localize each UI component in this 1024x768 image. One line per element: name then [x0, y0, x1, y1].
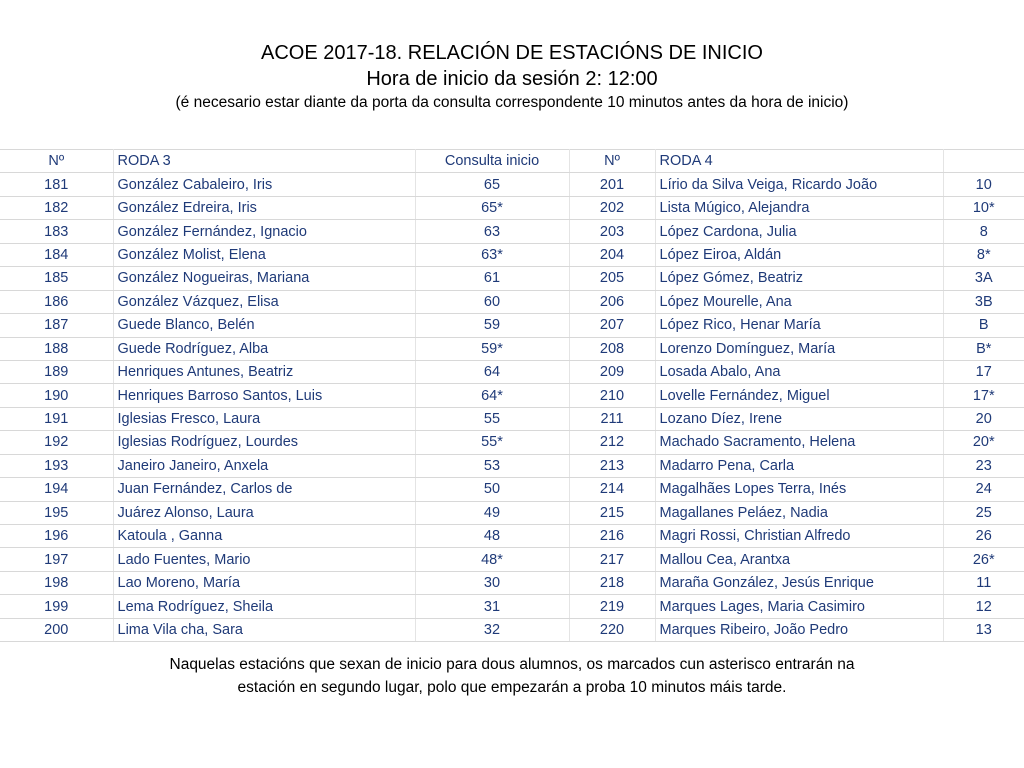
roda4-student-name: López Gómez, Beatriz [655, 267, 943, 290]
table-row [0, 618, 1024, 641]
table-row [0, 571, 1024, 594]
roda4-consulta: B [943, 314, 1024, 337]
roda4-consulta: 11 [943, 571, 1024, 594]
roda4-number: 212 [569, 431, 655, 454]
table-row [0, 196, 1024, 219]
table-row [0, 220, 1024, 243]
roda3-number: 188 [0, 337, 113, 360]
roda4-number: 219 [569, 595, 655, 618]
table-row [0, 548, 1024, 571]
stations-table-wrapper [0, 149, 1024, 642]
roda3-student-name: González Molist, Elena [113, 243, 415, 266]
roda4-student-name: Madarro Pena, Carla [655, 454, 943, 477]
roda4-consulta: 10 [943, 173, 1024, 196]
roda4-student-name: López Cardona, Julia [655, 220, 943, 243]
header-consulta: Consulta inicio [415, 150, 569, 173]
roda4-student-name: López Rico, Henar María [655, 314, 943, 337]
roda4-number: 209 [569, 360, 655, 383]
header-consulta-right [943, 150, 1024, 173]
roda4-consulta: 8* [943, 243, 1024, 266]
roda4-student-name: Lovelle Fernández, Miguel [655, 384, 943, 407]
roda4-student-name: Marques Lages, Maria Casimiro [655, 595, 943, 618]
roda4-number: 217 [569, 548, 655, 571]
footnote [0, 653, 1024, 699]
table-body [0, 150, 1024, 642]
roda3-student-name: Iglesias Rodríguez, Lourdes [113, 431, 415, 454]
table-row [0, 384, 1024, 407]
roda4-number: 214 [569, 478, 655, 501]
roda3-consulta: 50 [415, 478, 569, 501]
roda4-student-name: Mallou Cea, Arantxa [655, 548, 943, 571]
roda4-student-name: Lírio da Silva Veiga, Ricardo João [655, 173, 943, 196]
roda4-consulta: 13 [943, 618, 1024, 641]
roda3-consulta: 59* [415, 337, 569, 360]
roda4-consulta: 26* [943, 548, 1024, 571]
roda4-student-name: Machado Sacramento, Helena [655, 431, 943, 454]
roda3-number: 195 [0, 501, 113, 524]
roda3-consulta: 65* [415, 196, 569, 219]
roda4-student-name: Lorenzo Domínguez, María [655, 337, 943, 360]
roda4-number: 211 [569, 407, 655, 430]
roda3-student-name: Lima Vila cha, Sara [113, 618, 415, 641]
roda4-number: 215 [569, 501, 655, 524]
roda3-number: 189 [0, 360, 113, 383]
roda4-number: 216 [569, 525, 655, 548]
roda4-consulta: 23 [943, 454, 1024, 477]
roda4-student-name: Magri Rossi, Christian Alfredo [655, 525, 943, 548]
table-row [0, 501, 1024, 524]
roda4-student-name: López Eiroa, Aldán [655, 243, 943, 266]
table-row [0, 243, 1024, 266]
roda3-student-name: Juan Fernández, Carlos de [113, 478, 415, 501]
roda3-student-name: González Fernández, Ignacio [113, 220, 415, 243]
roda3-student-name: González Cabaleiro, Iris [113, 173, 415, 196]
roda3-student-name: Lao Moreno, María [113, 571, 415, 594]
roda3-consulta: 48* [415, 548, 569, 571]
roda4-consulta: 24 [943, 478, 1024, 501]
table-row [0, 454, 1024, 477]
roda4-consulta: 8 [943, 220, 1024, 243]
roda3-consulta: 65 [415, 173, 569, 196]
roda3-consulta: 63 [415, 220, 569, 243]
session-time: Hora de inicio da sesión 2: 12:00 [366, 68, 658, 90]
table-row [0, 314, 1024, 337]
header-num-right: Nº [569, 150, 655, 173]
roda3-number: 185 [0, 267, 113, 290]
roda4-number: 207 [569, 314, 655, 337]
roda4-consulta: B* [943, 337, 1024, 360]
roda3-student-name: González Vázquez, Elisa [113, 290, 415, 313]
roda4-student-name: Marques Ribeiro, João Pedro [655, 618, 943, 641]
stations-table [0, 149, 1024, 642]
table-row [0, 595, 1024, 618]
table-row [0, 407, 1024, 430]
roda4-number: 208 [569, 337, 655, 360]
roda3-number: 190 [0, 384, 113, 407]
roda4-number: 218 [569, 571, 655, 594]
roda3-number: 200 [0, 618, 113, 641]
header-num-left: Nº [0, 150, 113, 173]
roda3-consulta: 64 [415, 360, 569, 383]
roda3-number: 198 [0, 571, 113, 594]
roda4-student-name: Lozano Díez, Irene [655, 407, 943, 430]
roda3-student-name: Katoula , Ganna [113, 525, 415, 548]
roda4-consulta: 17 [943, 360, 1024, 383]
roda4-number: 213 [569, 454, 655, 477]
roda3-student-name: Henriques Antunes, Beatriz [113, 360, 415, 383]
roda3-number: 194 [0, 478, 113, 501]
footnote-line-1: Naquelas estacións que sexan de inicio para dous alumnos, os marcados cun asterisco entrarán na [169, 656, 855, 673]
roda3-consulta: 53 [415, 454, 569, 477]
roda4-consulta: 3A [943, 267, 1024, 290]
footnote-line-2: estación en segundo lugar, polo que empezarán a proba 10 minutos máis tarde. [237, 679, 787, 696]
roda3-number: 197 [0, 548, 113, 571]
roda3-consulta: 31 [415, 595, 569, 618]
roda4-number: 210 [569, 384, 655, 407]
roda4-consulta: 12 [943, 595, 1024, 618]
roda3-number: 186 [0, 290, 113, 313]
roda4-number: 206 [569, 290, 655, 313]
page-note: (é necesario estar diante da porta da consulta correspondente 10 minutos antes da hora de inicio) [175, 94, 849, 111]
roda4-number: 201 [569, 173, 655, 196]
table-row [0, 173, 1024, 196]
roda3-student-name: González Nogueiras, Mariana [113, 267, 415, 290]
table-row [0, 337, 1024, 360]
roda3-student-name: Juárez Alonso, Laura [113, 501, 415, 524]
roda3-consulta: 60 [415, 290, 569, 313]
roda3-student-name: Lema Rodríguez, Sheila [113, 595, 415, 618]
roda4-consulta: 20* [943, 431, 1024, 454]
table-row [0, 360, 1024, 383]
roda3-consulta: 55* [415, 431, 569, 454]
roda3-number: 181 [0, 173, 113, 196]
roda3-student-name: Lado Fuentes, Mario [113, 548, 415, 571]
roda4-student-name: Maraña González, Jesús Enrique [655, 571, 943, 594]
roda3-student-name: Iglesias Fresco, Laura [113, 407, 415, 430]
roda3-number: 184 [0, 243, 113, 266]
roda3-consulta: 49 [415, 501, 569, 524]
roda4-consulta: 26 [943, 525, 1024, 548]
roda3-number: 196 [0, 525, 113, 548]
table-row [0, 290, 1024, 313]
roda3-consulta: 59 [415, 314, 569, 337]
title-block [0, 40, 1024, 114]
roda4-consulta: 3B [943, 290, 1024, 313]
roda3-student-name: Guede Blanco, Belén [113, 314, 415, 337]
roda3-number: 191 [0, 407, 113, 430]
roda4-number: 205 [569, 267, 655, 290]
roda4-student-name: Magalhães Lopes Terra, Inés [655, 478, 943, 501]
roda3-consulta: 64* [415, 384, 569, 407]
roda3-number: 192 [0, 431, 113, 454]
roda4-number: 220 [569, 618, 655, 641]
roda3-student-name: Henriques Barroso Santos, Luis [113, 384, 415, 407]
roda3-number: 193 [0, 454, 113, 477]
roda3-consulta: 48 [415, 525, 569, 548]
page-title: ACOE 2017-18. RELACIÓN DE ESTACIÓNS DE INICIO [261, 42, 763, 64]
roda4-number: 204 [569, 243, 655, 266]
roda4-student-name: Lista Múgico, Alejandra [655, 196, 943, 219]
roda3-consulta: 30 [415, 571, 569, 594]
roda3-consulta: 63* [415, 243, 569, 266]
roda4-student-name: Losada Abalo, Ana [655, 360, 943, 383]
roda3-number: 183 [0, 220, 113, 243]
roda3-number: 199 [0, 595, 113, 618]
roda3-consulta: 55 [415, 407, 569, 430]
roda4-number: 202 [569, 196, 655, 219]
roda4-number: 203 [569, 220, 655, 243]
roda4-consulta: 25 [943, 501, 1024, 524]
table-row [0, 525, 1024, 548]
table-row [0, 478, 1024, 501]
roda4-consulta: 17* [943, 384, 1024, 407]
table-row [0, 431, 1024, 454]
header-roda4: RODA 4 [655, 150, 943, 173]
roda3-consulta: 32 [415, 618, 569, 641]
roda4-consulta: 20 [943, 407, 1024, 430]
roda3-student-name: Guede Rodríguez, Alba [113, 337, 415, 360]
roda3-number: 182 [0, 196, 113, 219]
table-row [0, 267, 1024, 290]
header-roda3: RODA 3 [113, 150, 415, 173]
roda4-student-name: Magallanes Peláez, Nadia [655, 501, 943, 524]
roda3-number: 187 [0, 314, 113, 337]
table-header-row [0, 150, 1024, 173]
roda3-consulta: 61 [415, 267, 569, 290]
roda3-student-name: Janeiro Janeiro, Anxela [113, 454, 415, 477]
roda4-student-name: López Mourelle, Ana [655, 290, 943, 313]
roda3-student-name: González Edreira, Iris [113, 196, 415, 219]
roda4-consulta: 10* [943, 196, 1024, 219]
